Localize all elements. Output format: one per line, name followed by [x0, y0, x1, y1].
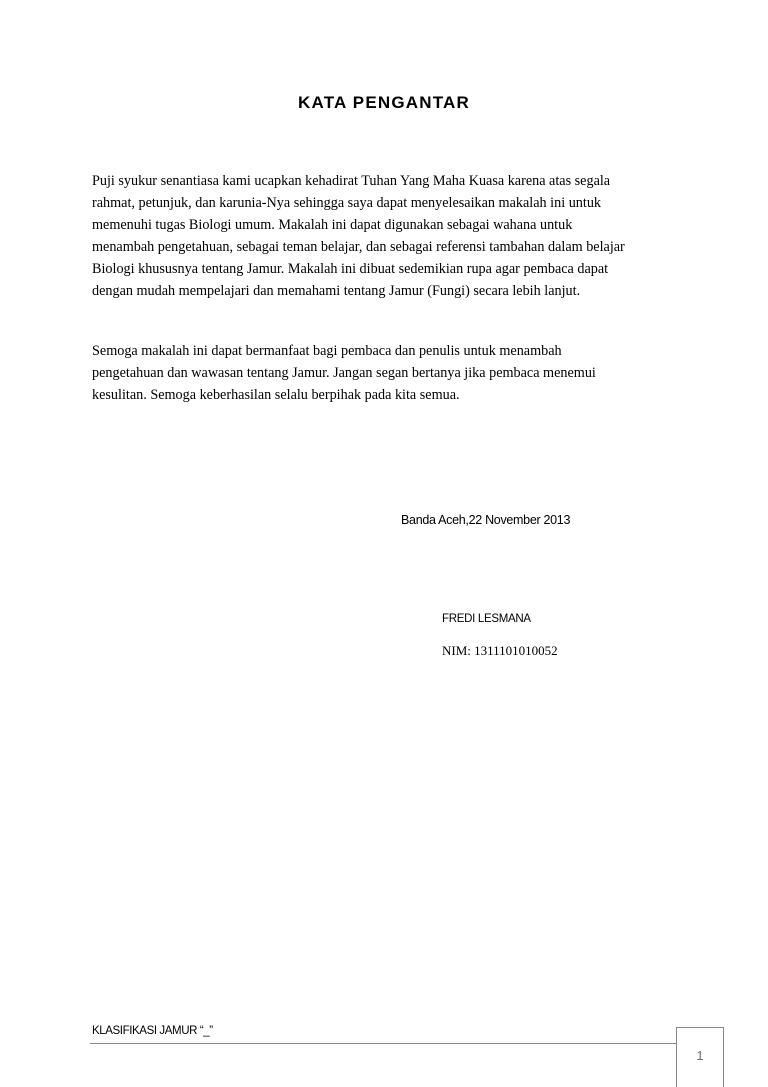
place-date: Banda Aceh,22 November 2013: [401, 513, 571, 527]
paragraph-line: kesulitan. Semoga keberhasilan selalu berpihak pada kita semua.: [92, 387, 460, 403]
footer-divider: [90, 1043, 676, 1044]
page-title: KATA PENGANTAR: [298, 93, 470, 112]
paragraph-line: pengetahuan dan wawasan tentang Jamur. Jangan segan bertanya jika pembaca menemui: [92, 365, 596, 381]
paragraph-closing: [92, 340, 596, 406]
paragraph-intro: [92, 170, 625, 302]
paragraph-line: dengan mudah mempelajari dan memahami tentang Jamur (Fungi) secara lebih lanjut.: [92, 283, 581, 299]
paragraph-line: Puji syukur senantiasa kami ucapkan kehadirat Tuhan Yang Maha Kuasa karena atas segala: [92, 173, 611, 189]
paragraph-line: Biologi khususnya tentang Jamur. Makalah ini dibuat sedemikian rupa agar pembaca dapat: [92, 261, 609, 277]
paragraph-line: rahmat, petunjuk, dan karunia-Nya sehingga saya dapat menyelesaikan makalah ini untuk: [92, 195, 602, 211]
paragraph-line: Semoga makalah ini dapat bermanfaat bagi pembaca dan penulis untuk menambah: [92, 343, 562, 359]
page-number: 1: [696, 1048, 704, 1063]
signer-name: FREDI LESMANA: [442, 613, 531, 625]
signer-nim: NIM: 1311101010052: [442, 643, 558, 658]
paragraph-line: menambah pengetahuan, sebagai teman belajar, dan sebagai referensi tambahan dalam belajar: [92, 239, 625, 255]
paragraph-line: memenuhi tugas Biologi umum. Makalah ini dapat digunakan sebagai wahana untuk: [92, 217, 573, 233]
footer-title: KLASIFIKASI JAMUR “_”: [92, 1025, 213, 1037]
